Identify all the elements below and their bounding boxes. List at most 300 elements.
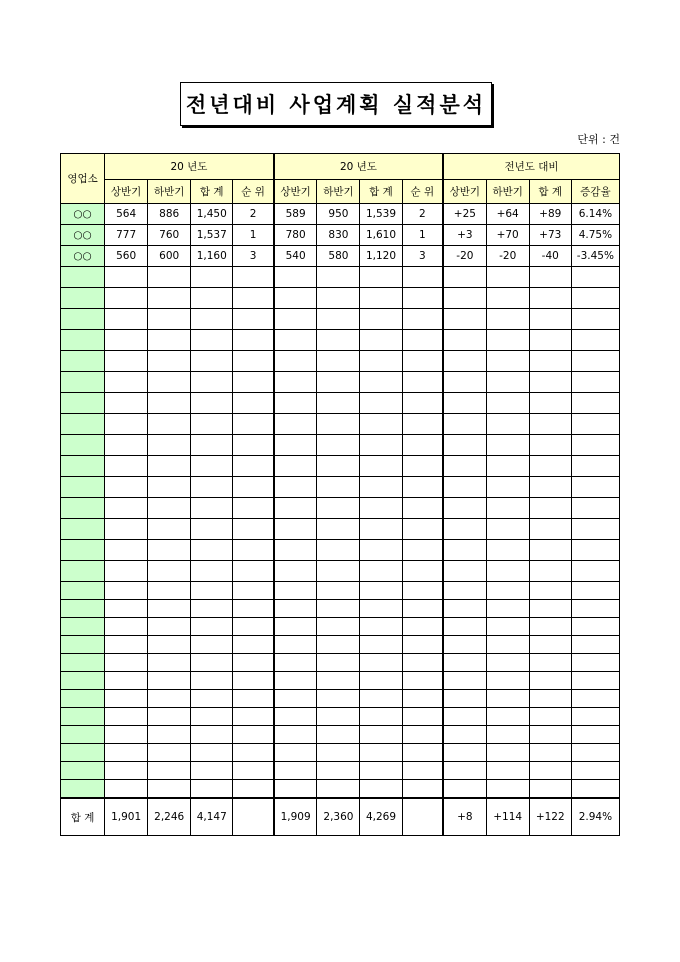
table-cell xyxy=(486,582,529,600)
table-cell xyxy=(360,582,402,600)
table-cell xyxy=(233,372,274,393)
table-row xyxy=(61,561,620,582)
table-cell xyxy=(148,414,191,435)
table-cell: 760 xyxy=(148,225,191,246)
table-cell xyxy=(529,726,571,744)
branch-cell xyxy=(61,540,105,561)
table-cell xyxy=(191,309,233,330)
table-cell xyxy=(443,540,486,561)
table-cell xyxy=(148,477,191,498)
table-cell: +70 xyxy=(486,225,529,246)
table-row xyxy=(61,225,620,246)
table-cell xyxy=(274,519,317,540)
table-cell xyxy=(148,435,191,456)
table-row xyxy=(61,414,620,435)
branch-cell xyxy=(61,672,105,690)
table-cell xyxy=(191,780,233,799)
table-cell xyxy=(360,393,402,414)
table-cell xyxy=(402,435,443,456)
table-cell xyxy=(274,780,317,799)
table-cell xyxy=(443,780,486,799)
table-cell xyxy=(191,519,233,540)
table-cell: 2,246 xyxy=(148,798,191,836)
table-cell xyxy=(317,288,360,309)
table-cell xyxy=(274,618,317,636)
table-cell xyxy=(529,582,571,600)
table-cell xyxy=(148,561,191,582)
table-cell xyxy=(486,351,529,372)
table-cell xyxy=(486,726,529,744)
subheader-cell: 순 위 xyxy=(402,180,443,204)
table-cell xyxy=(486,519,529,540)
table-cell xyxy=(105,561,148,582)
table-cell xyxy=(443,519,486,540)
table-cell xyxy=(317,498,360,519)
table-cell: 1 xyxy=(233,225,274,246)
table-cell xyxy=(443,744,486,762)
table-cell xyxy=(486,690,529,708)
table-cell xyxy=(529,309,571,330)
table-cell xyxy=(402,654,443,672)
table-cell xyxy=(317,744,360,762)
table-cell xyxy=(402,561,443,582)
table-cell xyxy=(317,330,360,351)
table-cell xyxy=(571,762,619,780)
table-cell xyxy=(571,654,619,672)
table-cell xyxy=(233,456,274,477)
table-cell xyxy=(317,780,360,799)
table-cell xyxy=(402,600,443,618)
table-cell xyxy=(274,636,317,654)
table-cell xyxy=(317,267,360,288)
table-row xyxy=(61,636,620,654)
table-cell xyxy=(443,561,486,582)
header-group-this-year: 20 년도 xyxy=(274,154,443,180)
table-cell xyxy=(402,798,443,836)
table-cell xyxy=(486,498,529,519)
table-cell xyxy=(317,435,360,456)
table-cell xyxy=(233,780,274,799)
table-cell xyxy=(402,744,443,762)
table-cell xyxy=(486,636,529,654)
table-cell: 830 xyxy=(317,225,360,246)
table-cell xyxy=(148,330,191,351)
table-row xyxy=(61,690,620,708)
table-cell xyxy=(486,330,529,351)
table-cell xyxy=(274,330,317,351)
table-cell: -20 xyxy=(443,246,486,267)
table-cell xyxy=(443,309,486,330)
table-cell xyxy=(443,372,486,393)
table-cell xyxy=(233,654,274,672)
table-cell xyxy=(233,267,274,288)
table-cell xyxy=(529,654,571,672)
table-cell xyxy=(443,351,486,372)
branch-cell xyxy=(61,351,105,372)
table-cell xyxy=(486,672,529,690)
table-cell: +8 xyxy=(443,798,486,836)
table-cell: 1,450 xyxy=(191,204,233,225)
table-cell xyxy=(402,267,443,288)
table-cell xyxy=(233,636,274,654)
table-cell xyxy=(274,498,317,519)
table-cell xyxy=(486,744,529,762)
table-row xyxy=(61,762,620,780)
table-cell xyxy=(105,600,148,618)
table-cell xyxy=(486,780,529,799)
table-cell xyxy=(274,600,317,618)
table-cell xyxy=(360,762,402,780)
table-cell xyxy=(191,600,233,618)
table-cell xyxy=(105,456,148,477)
table-cell xyxy=(317,726,360,744)
table-cell xyxy=(529,690,571,708)
table-cell: +25 xyxy=(443,204,486,225)
table-row xyxy=(61,204,620,225)
table-cell xyxy=(274,288,317,309)
table-cell xyxy=(402,372,443,393)
table-cell xyxy=(529,540,571,561)
table-cell xyxy=(148,654,191,672)
table-cell xyxy=(274,726,317,744)
table-cell: +64 xyxy=(486,204,529,225)
table-cell xyxy=(360,726,402,744)
table-cell xyxy=(191,477,233,498)
table-cell xyxy=(274,414,317,435)
subheader-cell: 증감율 xyxy=(571,180,619,204)
table-row xyxy=(61,744,620,762)
table-cell xyxy=(443,393,486,414)
table-cell xyxy=(360,267,402,288)
table-cell xyxy=(443,618,486,636)
table-cell xyxy=(233,435,274,456)
subheader-cell: 합 계 xyxy=(191,180,233,204)
table-cell xyxy=(402,393,443,414)
table-cell xyxy=(191,435,233,456)
subheader-cell: 상반기 xyxy=(443,180,486,204)
table-cell xyxy=(105,519,148,540)
table-cell xyxy=(443,498,486,519)
table-cell xyxy=(443,708,486,726)
table-cell xyxy=(402,288,443,309)
branch-cell xyxy=(61,600,105,618)
table-cell xyxy=(402,519,443,540)
table-cell: 3 xyxy=(233,246,274,267)
branch-cell xyxy=(61,561,105,582)
table-cell xyxy=(105,540,148,561)
table-cell xyxy=(402,477,443,498)
table-cell xyxy=(360,309,402,330)
table-cell xyxy=(274,372,317,393)
table-cell: -40 xyxy=(529,246,571,267)
table-cell xyxy=(402,540,443,561)
branch-cell xyxy=(61,393,105,414)
table-cell: 589 xyxy=(274,204,317,225)
table-cell xyxy=(571,600,619,618)
table-cell xyxy=(529,330,571,351)
subheader-cell: 하반기 xyxy=(148,180,191,204)
table-row xyxy=(61,330,620,351)
table-cell xyxy=(148,540,191,561)
table-cell xyxy=(402,636,443,654)
branch-cell xyxy=(61,309,105,330)
table-cell xyxy=(317,582,360,600)
table-cell xyxy=(486,708,529,726)
table-cell xyxy=(443,288,486,309)
table-cell: 4,147 xyxy=(191,798,233,836)
table-cell xyxy=(274,744,317,762)
subheader-cell: 순 위 xyxy=(233,180,274,204)
table-cell xyxy=(443,330,486,351)
table-cell xyxy=(233,744,274,762)
table-cell xyxy=(360,618,402,636)
table-cell xyxy=(105,690,148,708)
table-cell xyxy=(529,780,571,799)
table-cell xyxy=(105,414,148,435)
table-cell xyxy=(105,582,148,600)
table-cell xyxy=(191,456,233,477)
table-cell xyxy=(486,561,529,582)
branch-cell xyxy=(61,618,105,636)
table-cell xyxy=(274,561,317,582)
table-cell: 950 xyxy=(317,204,360,225)
table-cell xyxy=(274,540,317,561)
table-cell xyxy=(105,726,148,744)
table-row xyxy=(61,498,620,519)
table-cell xyxy=(402,672,443,690)
table-cell xyxy=(486,762,529,780)
table-cell xyxy=(105,708,148,726)
branch-cell xyxy=(61,762,105,780)
table-cell xyxy=(529,498,571,519)
table-cell xyxy=(191,267,233,288)
table-cell xyxy=(571,672,619,690)
table-cell xyxy=(360,672,402,690)
table-row xyxy=(61,477,620,498)
table-row xyxy=(61,435,620,456)
table-cell xyxy=(105,477,148,498)
table-cell: 4,269 xyxy=(360,798,402,836)
header-group-comparison: 전년도 대비 xyxy=(443,154,619,180)
table-cell xyxy=(360,636,402,654)
table-cell xyxy=(360,600,402,618)
table-cell xyxy=(571,267,619,288)
table-cell xyxy=(529,618,571,636)
table-row xyxy=(61,798,620,836)
table-cell xyxy=(274,672,317,690)
table-cell xyxy=(317,618,360,636)
table-cell xyxy=(571,498,619,519)
table-cell: 560 xyxy=(105,246,148,267)
branch-cell xyxy=(61,582,105,600)
table-cell xyxy=(402,309,443,330)
table-cell xyxy=(402,708,443,726)
table-cell xyxy=(360,519,402,540)
table-cell: 2,360 xyxy=(317,798,360,836)
branch-cell xyxy=(61,267,105,288)
table-cell xyxy=(105,309,148,330)
table-row xyxy=(61,618,620,636)
table-cell xyxy=(402,780,443,799)
table-cell xyxy=(148,372,191,393)
table-cell xyxy=(191,414,233,435)
header-group-prev-year: 20 년도 xyxy=(105,154,274,180)
table-cell xyxy=(443,456,486,477)
table-cell xyxy=(191,618,233,636)
table-cell xyxy=(529,267,571,288)
table-cell xyxy=(402,582,443,600)
table-cell xyxy=(191,582,233,600)
table-cell xyxy=(191,288,233,309)
table-cell xyxy=(486,600,529,618)
table-cell: +122 xyxy=(529,798,571,836)
table-cell xyxy=(274,582,317,600)
table-cell xyxy=(360,561,402,582)
table-cell xyxy=(360,780,402,799)
table-cell xyxy=(233,708,274,726)
table-cell xyxy=(529,672,571,690)
table-cell: 1,537 xyxy=(191,225,233,246)
table-cell xyxy=(317,636,360,654)
table-cell xyxy=(571,582,619,600)
table-cell xyxy=(529,600,571,618)
table-cell xyxy=(529,414,571,435)
table-cell xyxy=(360,414,402,435)
table-cell xyxy=(571,288,619,309)
table-cell xyxy=(486,267,529,288)
table-cell xyxy=(571,519,619,540)
table-cell xyxy=(529,561,571,582)
table-cell xyxy=(443,636,486,654)
table-cell xyxy=(360,498,402,519)
table-cell xyxy=(443,435,486,456)
table-cell xyxy=(360,372,402,393)
table-cell: 2 xyxy=(233,204,274,225)
table-cell xyxy=(233,582,274,600)
branch-cell xyxy=(61,414,105,435)
table-cell xyxy=(148,762,191,780)
branch-cell: ○○ xyxy=(61,204,105,225)
table-cell: +3 xyxy=(443,225,486,246)
table-cell xyxy=(148,744,191,762)
branch-cell xyxy=(61,456,105,477)
table-cell xyxy=(443,267,486,288)
table-cell xyxy=(317,477,360,498)
branch-cell xyxy=(61,690,105,708)
table-cell: 780 xyxy=(274,225,317,246)
table-row xyxy=(61,393,620,414)
table-cell xyxy=(529,351,571,372)
table-cell xyxy=(148,267,191,288)
table-cell xyxy=(529,477,571,498)
table-cell xyxy=(317,414,360,435)
table-cell xyxy=(360,435,402,456)
table-cell xyxy=(191,726,233,744)
table-cell xyxy=(317,351,360,372)
table-cell xyxy=(233,798,274,836)
table-cell xyxy=(317,600,360,618)
table-cell xyxy=(148,600,191,618)
table-cell xyxy=(191,636,233,654)
branch-cell: 합 계 xyxy=(61,798,105,836)
table-cell xyxy=(571,618,619,636)
branch-cell xyxy=(61,372,105,393)
table-cell: -3.45% xyxy=(571,246,619,267)
table-cell xyxy=(486,618,529,636)
subheader-cell: 합 계 xyxy=(360,180,402,204)
branch-cell xyxy=(61,726,105,744)
table-cell xyxy=(191,330,233,351)
table-cell xyxy=(360,456,402,477)
table-cell xyxy=(233,762,274,780)
table-cell xyxy=(571,690,619,708)
table-cell xyxy=(233,330,274,351)
table-cell xyxy=(486,456,529,477)
table-cell xyxy=(191,672,233,690)
table-cell: 540 xyxy=(274,246,317,267)
table-cell xyxy=(571,540,619,561)
table-row xyxy=(61,288,620,309)
branch-cell xyxy=(61,654,105,672)
header-branch: 영업소 xyxy=(61,154,105,204)
table-cell: 3 xyxy=(402,246,443,267)
table-cell xyxy=(274,435,317,456)
table-cell xyxy=(105,330,148,351)
table-cell xyxy=(317,372,360,393)
table-cell xyxy=(148,456,191,477)
table-cell xyxy=(148,780,191,799)
unit-label: 단위 : 건 xyxy=(577,133,620,146)
table-cell xyxy=(274,477,317,498)
table-cell xyxy=(402,726,443,744)
table-cell xyxy=(571,393,619,414)
table-cell: 580 xyxy=(317,246,360,267)
table-cell xyxy=(486,540,529,561)
table-cell xyxy=(571,744,619,762)
branch-cell xyxy=(61,498,105,519)
table-cell xyxy=(191,561,233,582)
table-cell xyxy=(191,372,233,393)
table-cell xyxy=(360,654,402,672)
table-row xyxy=(61,726,620,744)
table-cell: 777 xyxy=(105,225,148,246)
table-cell xyxy=(360,708,402,726)
table-cell xyxy=(274,309,317,330)
table-cell xyxy=(317,708,360,726)
branch-cell: ○○ xyxy=(61,246,105,267)
table-cell: +73 xyxy=(529,225,571,246)
table-cell: 564 xyxy=(105,204,148,225)
table-cell xyxy=(105,654,148,672)
table-row xyxy=(61,309,620,330)
table-cell xyxy=(105,498,148,519)
subheader-cell: 상반기 xyxy=(105,180,148,204)
branch-cell xyxy=(61,780,105,799)
table-cell xyxy=(191,744,233,762)
page-title: 전년대비 사업계획 실적분석 xyxy=(180,82,492,126)
analysis-table xyxy=(60,153,620,836)
table-cell xyxy=(486,435,529,456)
table-cell xyxy=(402,690,443,708)
table-cell xyxy=(571,780,619,799)
table-cell xyxy=(360,690,402,708)
table-cell xyxy=(402,330,443,351)
table-cell xyxy=(233,477,274,498)
table-cell xyxy=(360,540,402,561)
subheader-cell: 하반기 xyxy=(486,180,529,204)
table-cell xyxy=(148,309,191,330)
table-cell xyxy=(571,435,619,456)
